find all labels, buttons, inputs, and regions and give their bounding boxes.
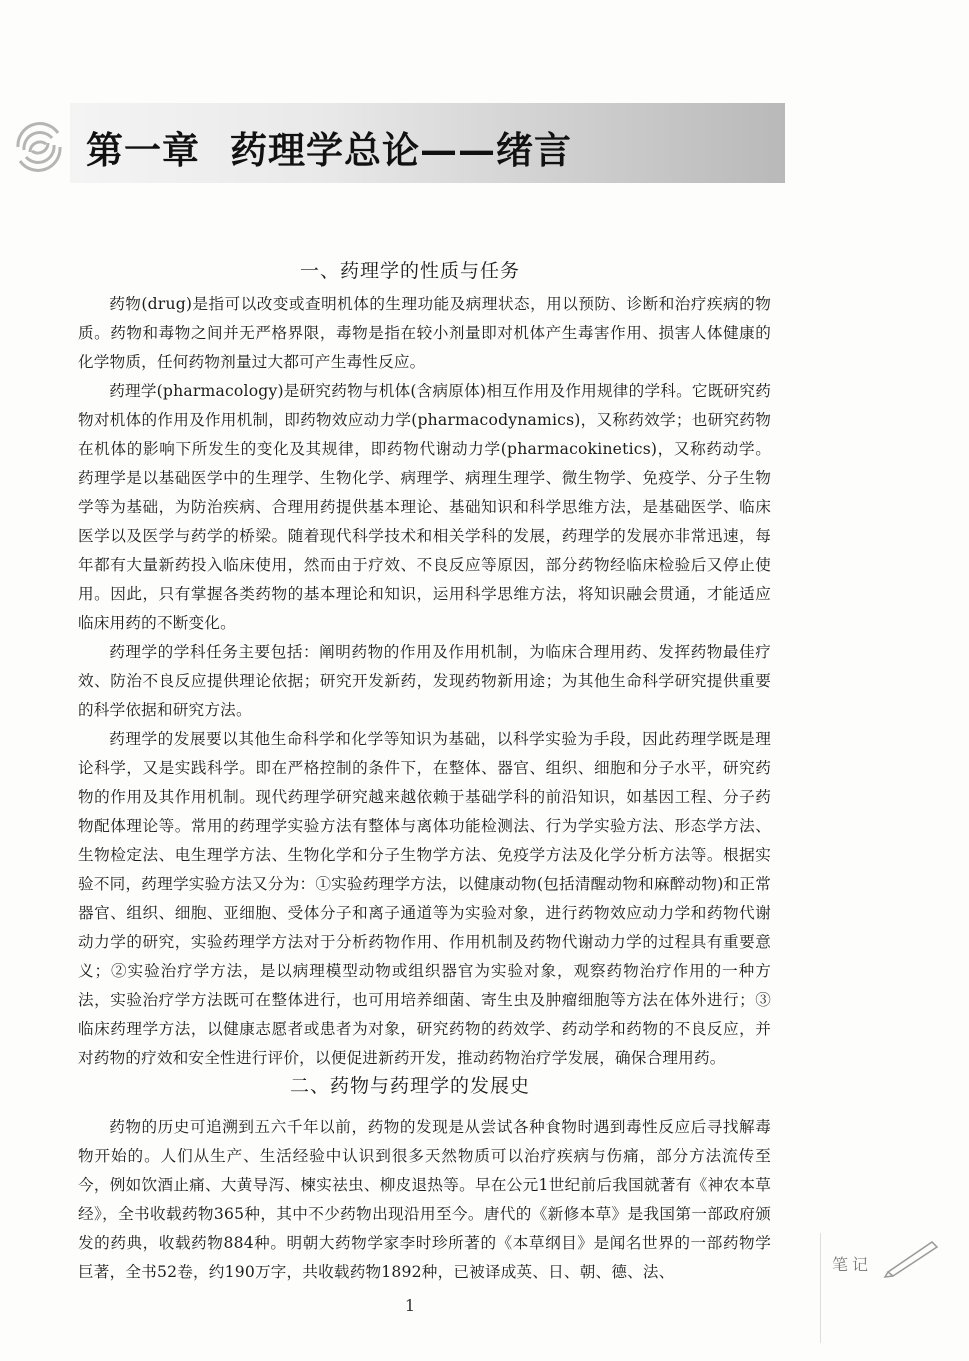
section-2-body [78, 1113, 771, 1287]
chapter-title [86, 120, 572, 174]
publisher-logo-icon [8, 112, 70, 182]
paragraph: 药理学的发展要以其他生命科学和化学等知识为基础，以科学实验为手段，因此药理学既是理论科学，又是实践科学。即在严格控制的条件下，在整体、器官、组织、细胞和分子水平，研究药物的作用及其作用机制。现代药理学研究越来越依赖于基础学科的前沿知识，如基因工程、分子药物配体理论等。常用的药理学实验方法有整体与离体功能检测法、行为学实验方法、形态学方法、生物检定法、电生理学方法、生物化学和分子生物学方法、免疫学方法及化学分析方法等。根据实验不同，药理学实验方法又分为：①实验药理学方法，以健康动物(包括清醒动物和麻醉动物)和正常器官、组织、细胞、亚细胞、受体分子和离子通道等为实验对象，进行药物效应动力学和药物代谢动力学的研究，实验药理学方法对于分析药物作用、作用机制及药物代谢动力学的过程具有重要意义；②实验治疗学方法，是以病理模型动物或组织器官为实验对象，观察药物治疗作用的一种方法，实验治疗学方法既可在整体进行，也可用培养细菌、寄生虫及肿瘤细胞等方法在体外进行；③临床药理学方法，以健康志愿者或患者为对象，研究药物的药效学、药动学和药物的不良反应，并对药物的疗效和安全性进行评价，以便促进新药开发，推动药物治疗学发展，确保合理用药。 [78, 730, 771, 1067]
pen-icon [882, 1238, 942, 1278]
page-number: 1 [404, 1296, 416, 1315]
paragraph: 药理学的学科任务主要包括：阐明药物的作用及作用机制，为临床合理用药、发挥药物最佳疗效、防治不良反应提供理论依据；研究开发新药，发现药物新用途；为其他生命科学研究提供重要的科学依据和研究方法。 [78, 643, 771, 719]
margin-divider [820, 1233, 821, 1343]
paragraph: 药物(drug)是指可以改变或查明机体的生理功能及病理状态，用以预防、诊断和治疗疾病的物质。药物和毒物之间并无严格界限，毒物是指在较小剂量即对机体产生毒害作用、损害人体健康的化学物质，任何药物剂量过大都可产生毒性反应。 [78, 295, 771, 371]
section-heading-2: 二、药物与药理学的发展史 [289, 1075, 530, 1097]
paragraph: 药物的历史可追溯到五六千年以前，药物的发现是从尝试各种食物时遇到毒性反应后寻找解毒物开始的。人们从生产、生活经验中认识到很多天然物质可以治疗疾病与伤痛，部分方法流传至今，例如饮酒止痛、大黄导泻、楝实祛虫、柳皮退热等。早在公元1世纪前后我国就著有《神农本草经》，全书收载药物365种，其中不少药物出现沿用至今。唐代的《新修本草》是我国第一部政府颁发的药典，收载药物884种。明朝大药物学家李时珍所著的《本草纲目》是闻名世界的一部药物学巨著，全书52卷，约190万字，共收载药物1892种，已被译成英、日、朝、德、法、 [78, 1118, 771, 1281]
chapter-heading-text: 药理学总论——绪言 [230, 128, 572, 172]
chapter-number: 第一章 [86, 128, 200, 172]
section-1-body [78, 290, 771, 1073]
paragraph: 药理学(pharmacology)是研究药物与机体(含病原体)相互作用及作用规律的学科。它既研究药物对机体的作用及作用机制，即药物效应动力学(pharmacodynamics)，又称药效学；也研究药物在机体的影响下所发生的变化及其规律，即药物代谢动力学(pharmacokinetics)，又称药动学。药理学是以基础医学中的生理学、生物化学、病理学、病理生理学、微生物学、免疫学、分子生物学等为基础，为防治疾病、合理用药提供基本理论、基础知识和科学思维方法，是基础医学、临床医学以及医学与药学的桥梁。随着现代科学技术和相关学科的发展，药理学的发展亦非常迅速，每年都有大量新药投入临床使用，然而由于疗效、不良反应等原因，部分药物经临床检验后又停止使用。因此，只有掌握各类药物的基本理论和知识，运用科学思维方法，将知识融会贯通，才能适应临床用药的不断变化。 [78, 382, 771, 632]
notes-label: 笔记 [832, 1255, 873, 1274]
section-heading-1: 一、药理学的性质与任务 [299, 260, 520, 282]
margin-notes [832, 1252, 942, 1292]
